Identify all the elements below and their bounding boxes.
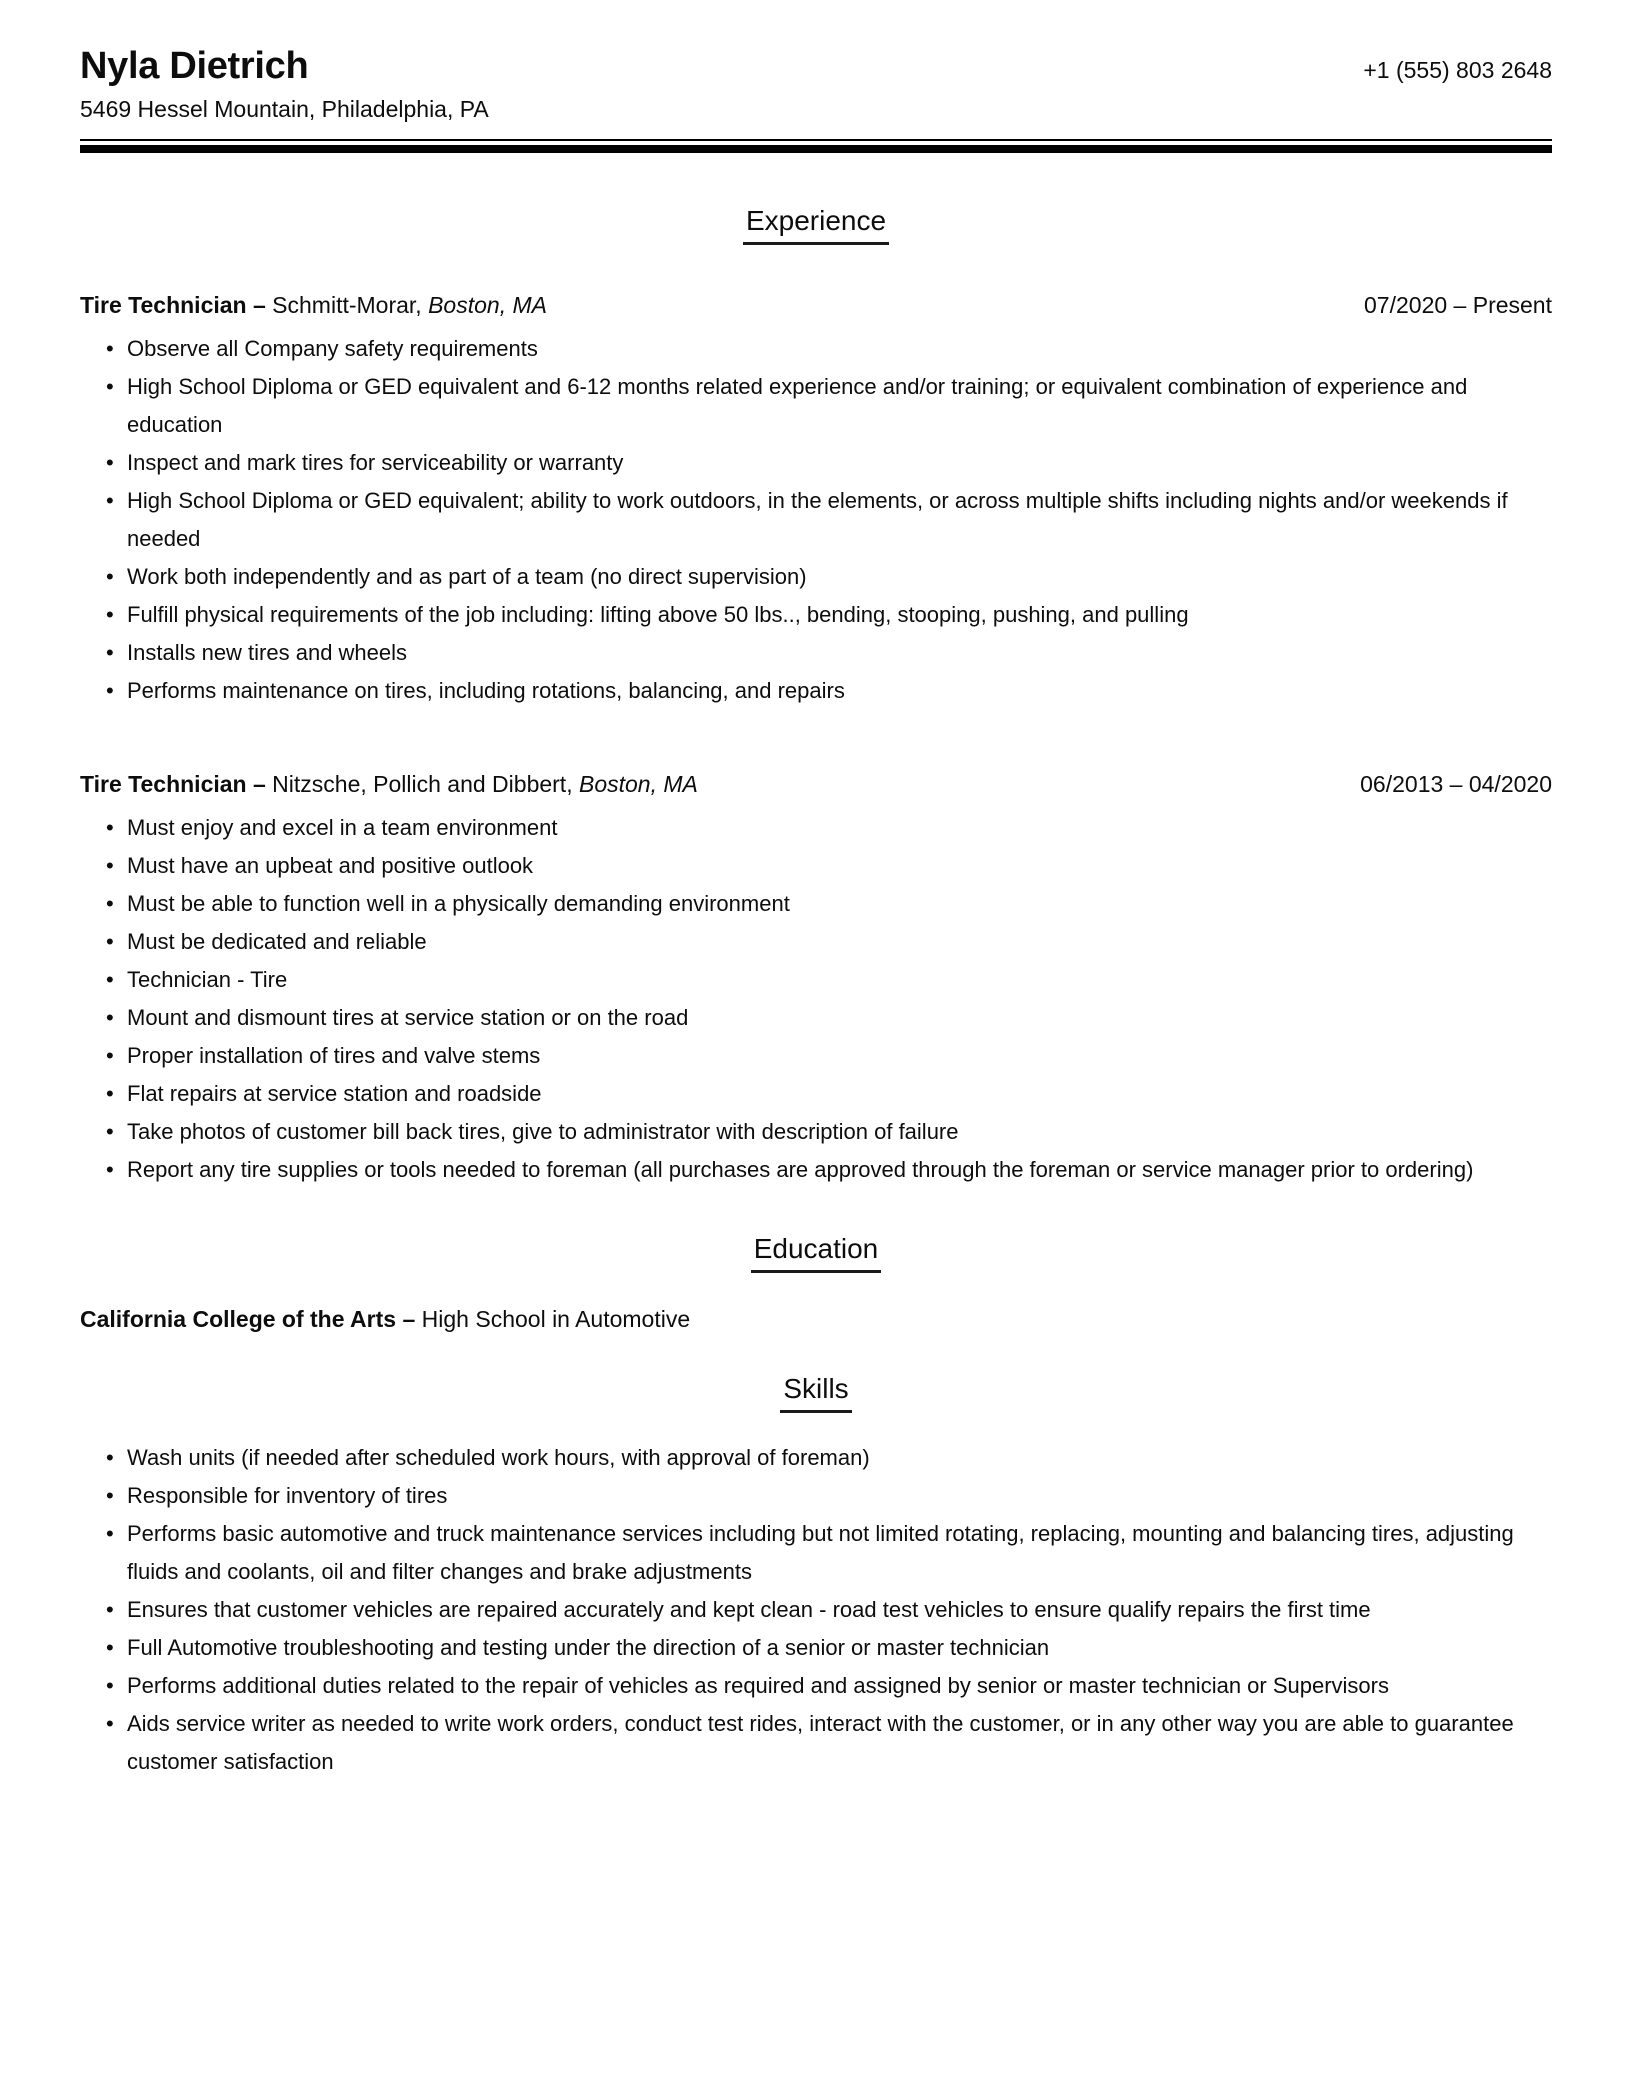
job-entry — [80, 289, 1552, 710]
job-title-line — [80, 768, 698, 800]
bullet-item: • Take photos of customer bill back tires, give to administrator with description of failure — [80, 1113, 1552, 1151]
job-title: Tire Technician – — [80, 291, 266, 318]
bullet-item: • Performs maintenance on tires, including rotations, balancing, and repairs — [80, 672, 1552, 710]
education-degree: High School in Automotive — [415, 1305, 691, 1332]
job-company: Nitzsche, Pollich and Dibbert, — [265, 770, 579, 797]
education-school: California College of the Arts – — [80, 1305, 416, 1332]
bullet-item: • Must be able to function well in a physically demanding environment — [80, 885, 1552, 923]
bullet-item: • Mount and dismount tires at service station or on the road — [80, 999, 1552, 1037]
bullet-item: • Ensures that customer vehicles are repaired accurately and kept clean - road test vehicles to ensure qualify repairs the first time — [80, 1591, 1552, 1629]
experience-heading: Experience — [743, 205, 889, 245]
bullet-item: • Must enjoy and excel in a team environment — [80, 809, 1552, 847]
skills-bullet-list — [80, 1439, 1552, 1781]
bullet-item: • High School Diploma or GED equivalent and 6-12 months related experience and/or training; or equivalent combination of experience and education — [80, 368, 1552, 444]
job-bullet-list — [80, 330, 1552, 710]
bullet-item: • Report any tire supplies or tools needed to foreman (all purchases are approved through the foreman or service manager prior to ordering) — [80, 1151, 1552, 1189]
job-title: Tire Technician – — [80, 770, 266, 797]
skills-heading: Skills — [780, 1373, 851, 1413]
bullet-item: • Must be dedicated and reliable — [80, 923, 1552, 961]
bullet-item: • Inspect and mark tires for serviceability or warranty — [80, 444, 1552, 482]
job-location: Boston, MA — [428, 291, 547, 318]
header-divider-thin — [80, 139, 1552, 141]
bullet-item: • Aids service writer as needed to write work orders, conduct test rides, interact with the customer, or in any other way you are able to guarantee customer satisfaction — [80, 1705, 1552, 1781]
resume-header — [80, 44, 1552, 153]
bullet-item: • Wash units (if needed after scheduled work hours, with approval of foreman) — [80, 1439, 1552, 1477]
bullet-item: • Full Automotive troubleshooting and testing under the direction of a senior or master technician — [80, 1629, 1552, 1667]
job-header — [80, 289, 1552, 321]
bullet-item: • Observe all Company safety requirements — [80, 330, 1552, 368]
skills-section — [80, 1373, 1552, 1781]
job-entry — [80, 768, 1552, 1189]
bullet-item: • Must have an upbeat and positive outlook — [80, 847, 1552, 885]
header-divider-thick — [80, 145, 1552, 153]
education-entry — [80, 1303, 1552, 1335]
job-header — [80, 768, 1552, 800]
job-company: Schmitt-Morar, — [265, 291, 429, 318]
bullet-item: • Responsible for inventory of tires — [80, 1477, 1552, 1515]
job-title-line — [80, 289, 547, 321]
bullet-item: • Technician - Tire — [80, 961, 1552, 999]
job-dates: 06/2013 – 04/2020 — [1360, 770, 1552, 797]
bullet-item: • High School Diploma or GED equivalent; ability to work outdoors, in the elements, or across multiple shifts including nights and/or weekends if needed — [80, 482, 1552, 558]
experience-section — [80, 205, 1552, 1189]
bullet-item: • Work both independently and as part of a team (no direct supervision) — [80, 558, 1552, 596]
education-section — [80, 1233, 1552, 1335]
job-location: Boston, MA — [578, 770, 698, 797]
job-bullet-list — [80, 809, 1552, 1189]
education-heading: Education — [751, 1233, 882, 1273]
person-name: Nyla Dietrich — [80, 45, 309, 87]
job-dates: 07/2020 – Present — [1364, 291, 1552, 318]
bullet-item: • Performs basic automotive and truck maintenance services including but not limited rotating, replacing, mounting and balancing tires, adjusting fluids and coolants, oil and filter changes and brake adjustments — [80, 1515, 1552, 1591]
bullet-item: • Installs new tires and wheels — [80, 634, 1552, 672]
bullet-item: • Performs additional duties related to the repair of vehicles as required and assigned by senior or master technician or Supervisors — [80, 1667, 1552, 1705]
address: 5469 Hessel Mountain, Philadelphia, PA — [80, 95, 489, 122]
bullet-item: • Flat repairs at service station and roadside — [80, 1075, 1552, 1113]
phone-number: +1 (555) 803 2648 — [1363, 57, 1552, 83]
bullet-item: • Fulfill physical requirements of the job including: lifting above 50 lbs.., bending, stooping, pushing, and pulling — [80, 596, 1552, 634]
bullet-item: • Proper installation of tires and valve stems — [80, 1037, 1552, 1075]
